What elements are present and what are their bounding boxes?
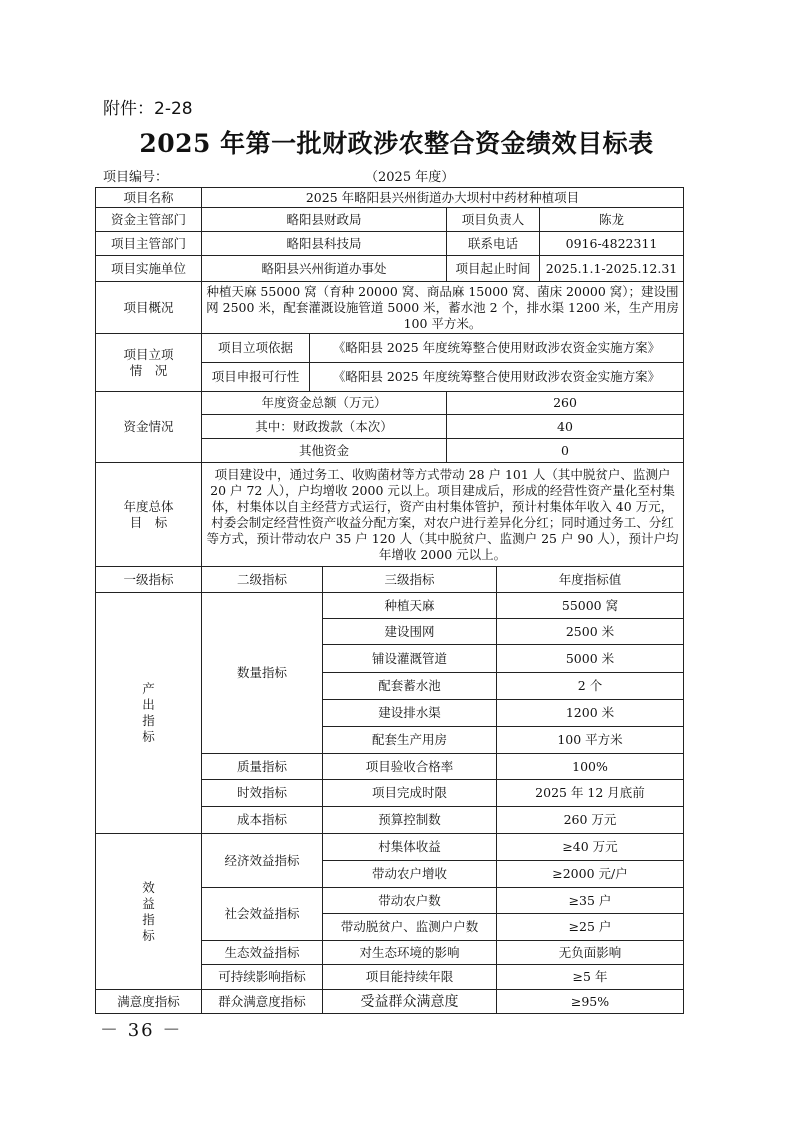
indicator-value: 2025 年 12 月底前 xyxy=(497,780,684,807)
table-row xyxy=(96,990,684,1014)
indicator-name: 项目完成时限 xyxy=(323,780,497,807)
indicator-name: 配套生产用房 xyxy=(323,727,497,754)
row-overview xyxy=(96,282,684,334)
indicator-name: 铺设灌溉管道 xyxy=(323,645,497,673)
header-level2: 二级指标 xyxy=(202,567,323,593)
fund-other-value: 0 xyxy=(447,439,684,463)
project-name-value: 2025 年略阳县兴州街道办大坝村中药材种植项目 xyxy=(202,188,684,208)
phone-label: 联系电话 xyxy=(447,232,540,256)
row-implementing-unit xyxy=(96,256,684,282)
year-label: （2025 年度） xyxy=(365,170,455,185)
overview-label: 项目概况 xyxy=(96,282,202,334)
indicator-name: 带动脱贫户、监测户户数 xyxy=(323,914,497,941)
goal-label-line1: 年度总体 xyxy=(123,498,174,514)
fund-total-value: 260 xyxy=(447,392,684,415)
indicator-name: 对生态环境的影响 xyxy=(323,941,497,965)
indicator-name: 预算控制数 xyxy=(323,807,497,834)
page-title: 2025 年第一批财政涉农整合资金绩效目标表 xyxy=(139,129,654,158)
indicator-name: 村集体收益 xyxy=(323,834,497,861)
indicator-value: ≥25 户 xyxy=(497,914,684,941)
approval-label-line1: 项目立项 xyxy=(123,346,174,362)
attachment-label: 附件：2-28 xyxy=(103,99,193,119)
indicator-name: 项目验收合格率 xyxy=(323,754,497,780)
benefit-label: 效 益 指 标 xyxy=(96,834,202,990)
project-dept-label: 项目主管部门 xyxy=(96,232,202,256)
leader-value: 陈龙 xyxy=(540,208,684,232)
indicator-name: 建设围网 xyxy=(323,619,497,645)
indicator-name: 项目能持续年限 xyxy=(323,965,497,990)
phone-value: 0916-4822311 xyxy=(540,232,684,256)
project-name-label: 项目名称 xyxy=(96,188,202,208)
quantity-indicator-label: 数量指标 xyxy=(202,593,323,754)
feasibility-value: 《略阳县 2025 年度统筹整合使用财政涉农资金实施方案》 xyxy=(310,363,684,392)
indicator-name: 带动农户增收 xyxy=(323,861,497,888)
leader-label: 项目负责人 xyxy=(447,208,540,232)
period-label: 项目起止时间 xyxy=(447,256,540,282)
period-value: 2025.1.1-2025.12.31 xyxy=(540,256,684,282)
indicator-value: ≥5 年 xyxy=(497,965,684,990)
indicator-name: 带动农户数 xyxy=(323,888,497,914)
overview-text: 种植天麻 55000 窝（育种 20000 窝、商品麻 15000 窝、菌床 20000 窝）；建设围网 2500 米，配套灌溉设施管道 5000 米，蓄水池 2 个，排水渠 1200 米，生产用房 100 平方米。 xyxy=(202,282,684,334)
approval-basis-label: 项目立项依据 xyxy=(202,334,310,363)
sustainability-indicator-label: 可持续影响指标 xyxy=(202,965,323,990)
row-fund-dept xyxy=(96,208,684,232)
fund-total-label: 年度资金总额（万元） xyxy=(202,392,447,415)
approval-basis-value: 《略阳县 2025 年度统筹整合使用财政涉农资金实施方案》 xyxy=(310,334,684,363)
implementing-unit-label: 项目实施单位 xyxy=(96,256,202,282)
page-number: － 36 － xyxy=(100,1020,183,1041)
goal-text: 项目建设中，通过务工、收购菌材等方式带动 28 户 101 人（其中脱贫户、监测户 20 户 72 人），户均增收 2000 元以上。项目建成后，形成的经营性资产量化至村集体，村集体以自主经营方式运行，资产由村集体管护，预计村集体年收入 40 万元，村委会制定经营性资产收益分配方案，对农户进行差异化分红；同时通过务工、分红等方式，预计带动农户 35 户 120 人（其中脱贫户、监测户 25 户 90 人），预计户均年增收 2000 元以上。 xyxy=(202,463,684,567)
indicator-value: 260 万元 xyxy=(497,807,684,834)
row-headers xyxy=(96,567,684,593)
fund-fiscal-label: 其中：财政拨款（本次） xyxy=(202,415,447,439)
implementing-unit-value: 略阳县兴州街道办事处 xyxy=(202,256,447,282)
indicator-value: 100 平方米 xyxy=(497,727,684,754)
cost-indicator-label: 成本指标 xyxy=(202,807,323,834)
header-level1: 一级指标 xyxy=(96,567,202,593)
economic-indicator-label: 经济效益指标 xyxy=(202,834,323,888)
project-dept-value: 略阳县科技局 xyxy=(202,232,447,256)
approval-label xyxy=(96,334,202,392)
funds-label: 资金情况 xyxy=(96,392,202,463)
indicator-value: 2 个 xyxy=(497,673,684,700)
fund-dept-value: 略阳县财政局 xyxy=(202,208,447,232)
ecological-indicator-label: 生态效益指标 xyxy=(202,941,323,965)
indicator-value: 5000 米 xyxy=(497,645,684,673)
project-number-label: 项目编号： xyxy=(103,170,169,185)
fund-fiscal-value: 40 xyxy=(447,415,684,439)
row-project-name xyxy=(96,188,684,208)
fund-dept-label: 资金主管部门 xyxy=(96,208,202,232)
performance-table xyxy=(95,187,684,1014)
row-approval-basis xyxy=(96,334,684,363)
row-annual-goal xyxy=(96,463,684,567)
indicator-name: 种植天麻 xyxy=(323,593,497,619)
indicator-value: 无负面影响 xyxy=(497,941,684,965)
indicator-value: 2500 米 xyxy=(497,619,684,645)
goal-label-line2: 目 标 xyxy=(129,514,168,530)
table-row xyxy=(96,834,684,861)
header-level3: 三级指标 xyxy=(323,567,497,593)
indicator-value: ≥35 户 xyxy=(497,888,684,914)
quality-indicator-label: 质量指标 xyxy=(202,754,323,780)
row-fund-total xyxy=(96,392,684,415)
indicator-value: 55000 窝 xyxy=(497,593,684,619)
table-row xyxy=(96,593,684,619)
indicator-value: ≥2000 元/户 xyxy=(497,861,684,888)
approval-label-line2: 情 况 xyxy=(129,362,168,378)
indicator-name: 受益群众满意度 xyxy=(323,990,497,1014)
feasibility-label: 项目申报可行性 xyxy=(202,363,310,392)
indicator-value: 1200 米 xyxy=(497,700,684,727)
social-indicator-label: 社会效益指标 xyxy=(202,888,323,941)
output-label: 产 出 指 标 xyxy=(96,593,202,834)
timeliness-indicator-label: 时效指标 xyxy=(202,780,323,807)
indicator-value: ≥40 万元 xyxy=(497,834,684,861)
fund-other-label: 其他资金 xyxy=(202,439,447,463)
goal-label xyxy=(96,463,202,567)
indicator-value: ≥95% xyxy=(497,990,684,1014)
header-value: 年度指标值 xyxy=(497,567,684,593)
satisfaction-sub-label: 群众满意度指标 xyxy=(202,990,323,1014)
satisfaction-label: 满意度指标 xyxy=(96,990,202,1014)
indicator-name: 建设排水渠 xyxy=(323,700,497,727)
row-project-dept xyxy=(96,232,684,256)
indicator-name: 配套蓄水池 xyxy=(323,673,497,700)
indicator-value: 100% xyxy=(497,754,684,780)
